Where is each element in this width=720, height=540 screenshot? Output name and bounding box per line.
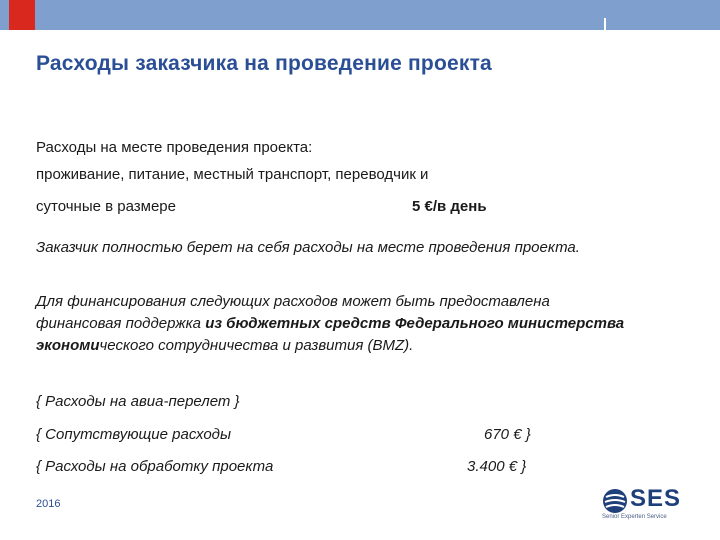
top-banner bbox=[0, 0, 720, 30]
item-related-costs-value: 670 € } bbox=[484, 426, 531, 443]
funding-text-start: Для финансирования следующих расходов может быть предоставлена финансовая поддержка bbox=[36, 293, 550, 332]
costs-intro-line: Расходы на месте проведения проекта: bbox=[36, 139, 313, 156]
slide-title: Расходы заказчика на проведение проекта bbox=[36, 52, 492, 75]
costs-items-line: проживание, питание, местный транспорт, переводчик и bbox=[36, 166, 429, 183]
funding-source-bold: из бюджетных средств Федерального министерства экономи bbox=[36, 315, 625, 354]
funding-text-end: ческого сотрудничества и развития (BMZ). bbox=[99, 337, 414, 354]
top-red-block bbox=[9, 0, 35, 30]
slide-year: 2016 bbox=[36, 498, 61, 510]
client-costs-paragraph: Заказчик полностью берет на себя расходы на месте проведения проекта. bbox=[36, 239, 580, 256]
logo-tagline: Senior Experten Service bbox=[602, 514, 667, 520]
ses-logo bbox=[602, 485, 692, 525]
globe-icon bbox=[602, 488, 628, 514]
daily-allowance-value: 5 €/в день bbox=[412, 198, 487, 215]
item-processing-value: 3.400 € } bbox=[467, 458, 527, 475]
item-related-costs: { Сопутствующие расходы bbox=[36, 426, 232, 443]
top-divider-mark bbox=[604, 18, 606, 30]
daily-allowance-label: суточные в размере bbox=[36, 198, 176, 215]
funding-paragraph bbox=[36, 291, 636, 357]
item-airfare: { Расходы на авиа-перелет } bbox=[36, 393, 240, 410]
item-processing: { Расходы на обработку проекта bbox=[36, 458, 274, 475]
logo-name: SES bbox=[630, 485, 682, 512]
